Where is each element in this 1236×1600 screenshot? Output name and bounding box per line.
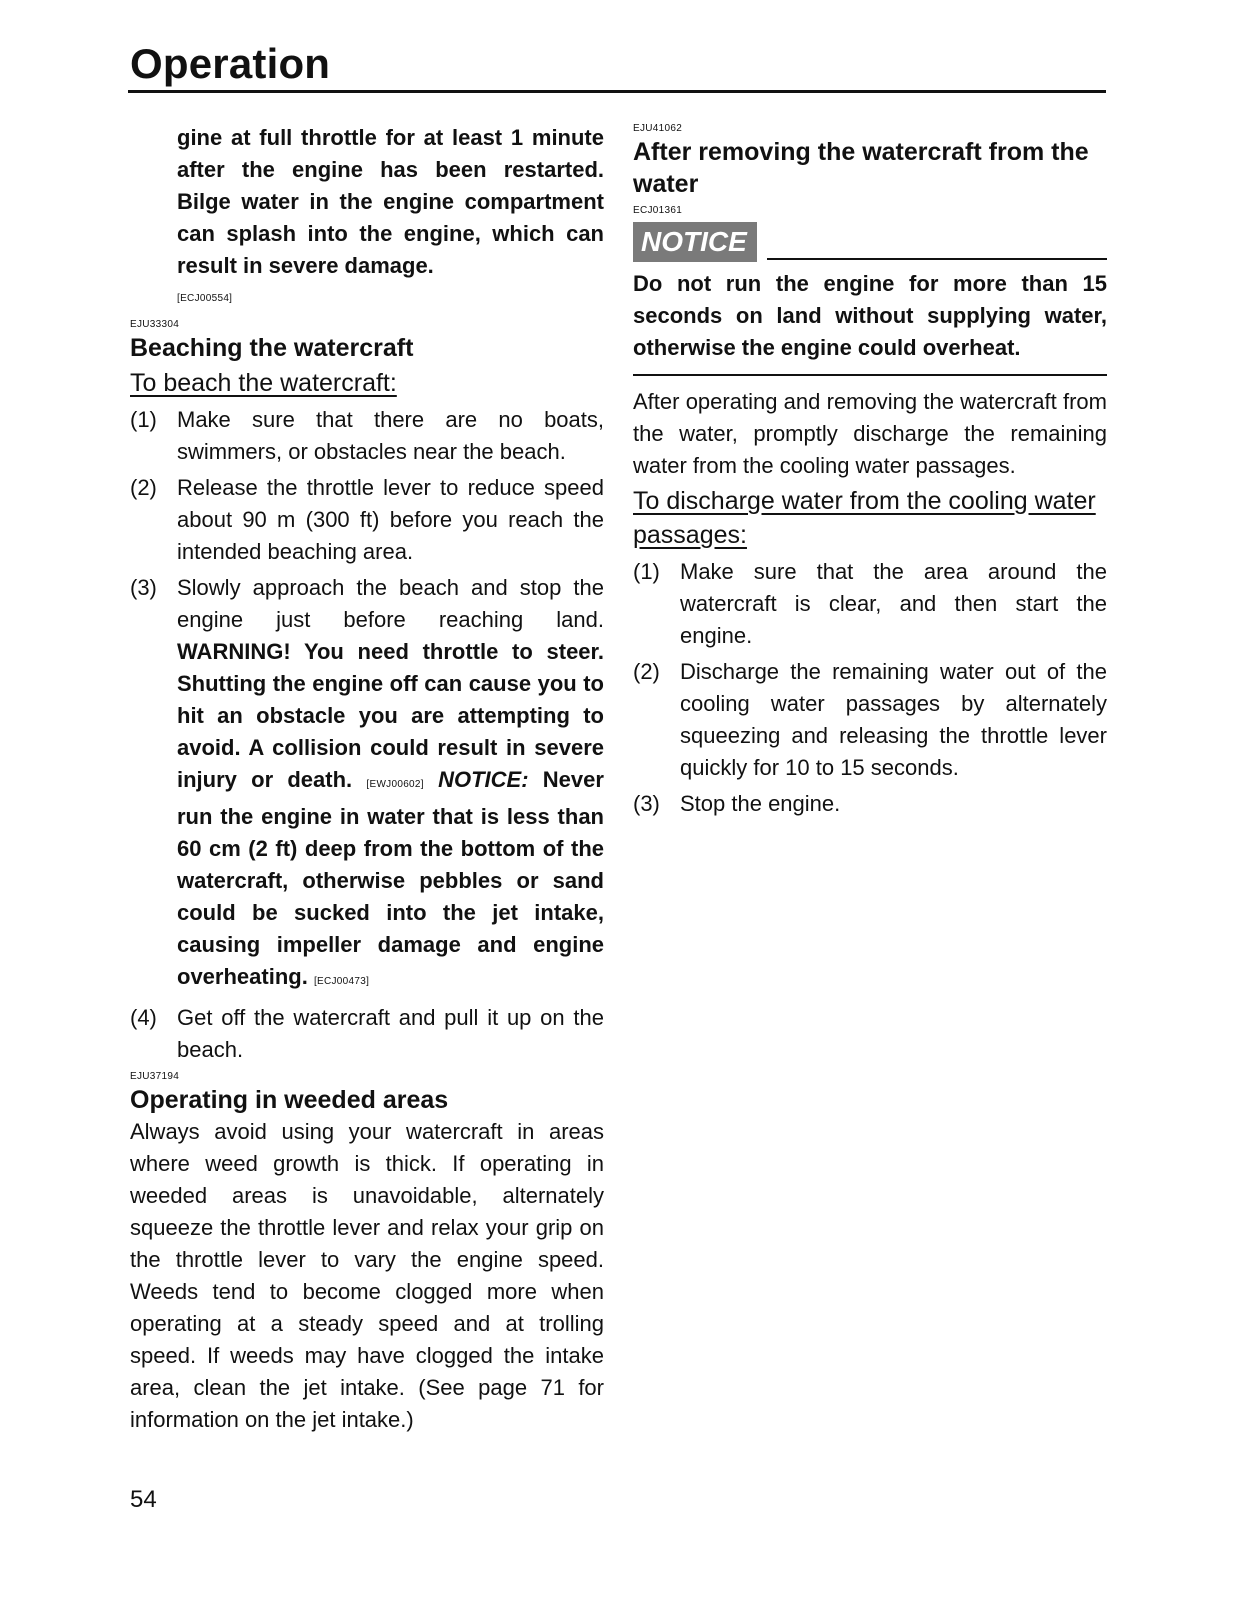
warning-text: WARNING! You need throttle to steer. Shutting the engine off can cause you to hit an obstacle you are attempting to avoid. A collision could result in severe injury or death. — [177, 639, 604, 792]
step-number: (2) — [130, 475, 157, 500]
notice-label: NOTICE: — [438, 767, 529, 792]
page-number: 54 — [130, 1486, 157, 1513]
notice-bottom-rule — [633, 374, 1107, 376]
warning-continuation: gine at full throttle for at least 1 minute after the engine has been restarted. Bilge water in the engine compartment can splash into the engine, which can result in severe damage. — [177, 125, 604, 278]
step-number: (3) — [633, 791, 660, 816]
subheading-beach: To beach the watercraft: — [130, 369, 397, 397]
section-code-beaching: EJU33304 — [130, 319, 180, 330]
section-heading-weeded: Operating in weeded areas — [130, 1086, 449, 1114]
subheading-discharge: To discharge water from the cooling water passages: — [633, 487, 1096, 549]
step-number: (2) — [633, 659, 660, 684]
step-item — [633, 656, 1107, 784]
step-text: Discharge the remaining water out of the cooling water passages by alternately squeezing and releasing the throttle lever quickly for 10 to 15 seconds. — [680, 659, 1107, 780]
step-text-block — [177, 572, 604, 998]
section-heading-removing: After removing the watercraft from the water — [633, 138, 1089, 198]
step-text: Get off the watercraft and pull it up on the beach. — [177, 1005, 604, 1062]
page-title: Operation — [130, 40, 331, 87]
step-number: (1) — [130, 407, 157, 432]
notice-text: Never run the engine in water that is less than 60 cm (2 ft) deep from the bottom of the watercraft, otherwise pebbles or sand could be sucked into the jet intake, causing impeller damage and engine overheating. — [177, 767, 604, 989]
step-item — [633, 788, 1107, 820]
title-rule — [128, 90, 1106, 93]
warning-reference: [ECJ00554] — [177, 293, 233, 304]
step-item — [633, 556, 1107, 652]
step-item — [130, 404, 604, 468]
left-column — [130, 122, 604, 1436]
step-item — [130, 472, 604, 568]
notice-text: Do not run the engine for more than 15 seconds on land without supplying water, otherwise the engine could overheat. — [633, 271, 1107, 360]
right-column — [633, 122, 1107, 824]
intro-paragraph: After operating and removing the watercraft from the water, promptly discharge the remaining water from the cooling water passages. — [633, 389, 1107, 478]
step-item — [130, 572, 604, 998]
step-text: Stop the engine. — [680, 791, 841, 816]
step-text: Make sure that the area around the watercraft is clear, and then start the engine. — [680, 559, 1107, 648]
step-number: (1) — [633, 559, 660, 584]
notice-divider — [767, 258, 1107, 260]
section-heading-beaching: Beaching the watercraft — [130, 334, 414, 362]
step-item — [130, 1002, 604, 1066]
section-code-weeded: EJU37194 — [130, 1071, 180, 1082]
notice-badge: NOTICE — [633, 222, 757, 262]
weeded-paragraph: Always avoid using your watercraft in areas where weed growth is thick. If operating in weeded areas is unavoidable, alternately squeeze the throttle lever and relax your grip on the throttle lever to vary the engine speed. Weeds tend to become clogged more when operating at a steady speed and at trolling speed. If weeds may have clogged the intake area, clean the jet intake. (See page 71 for information on the jet intake.) — [130, 1119, 604, 1432]
warning-ref: [EWJ00602] — [366, 779, 424, 790]
step-text: Slowly approach the beach and stop the engine just before reaching land. — [177, 575, 604, 632]
step-number: (3) — [130, 575, 157, 600]
step-text: Release the throttle lever to reduce speed about 90 m (300 ft) before you reach the intended beaching area. — [177, 475, 604, 564]
notice-code: ECJ01361 — [633, 205, 683, 216]
step-number: (4) — [130, 1005, 157, 1030]
notice-header — [633, 222, 1107, 262]
step-text: Make sure that there are no boats, swimmers, or obstacles near the beach. — [177, 407, 604, 464]
notice-ref: [ECJ00473] — [313, 976, 370, 987]
section-code-removing: EJU41062 — [633, 123, 683, 134]
